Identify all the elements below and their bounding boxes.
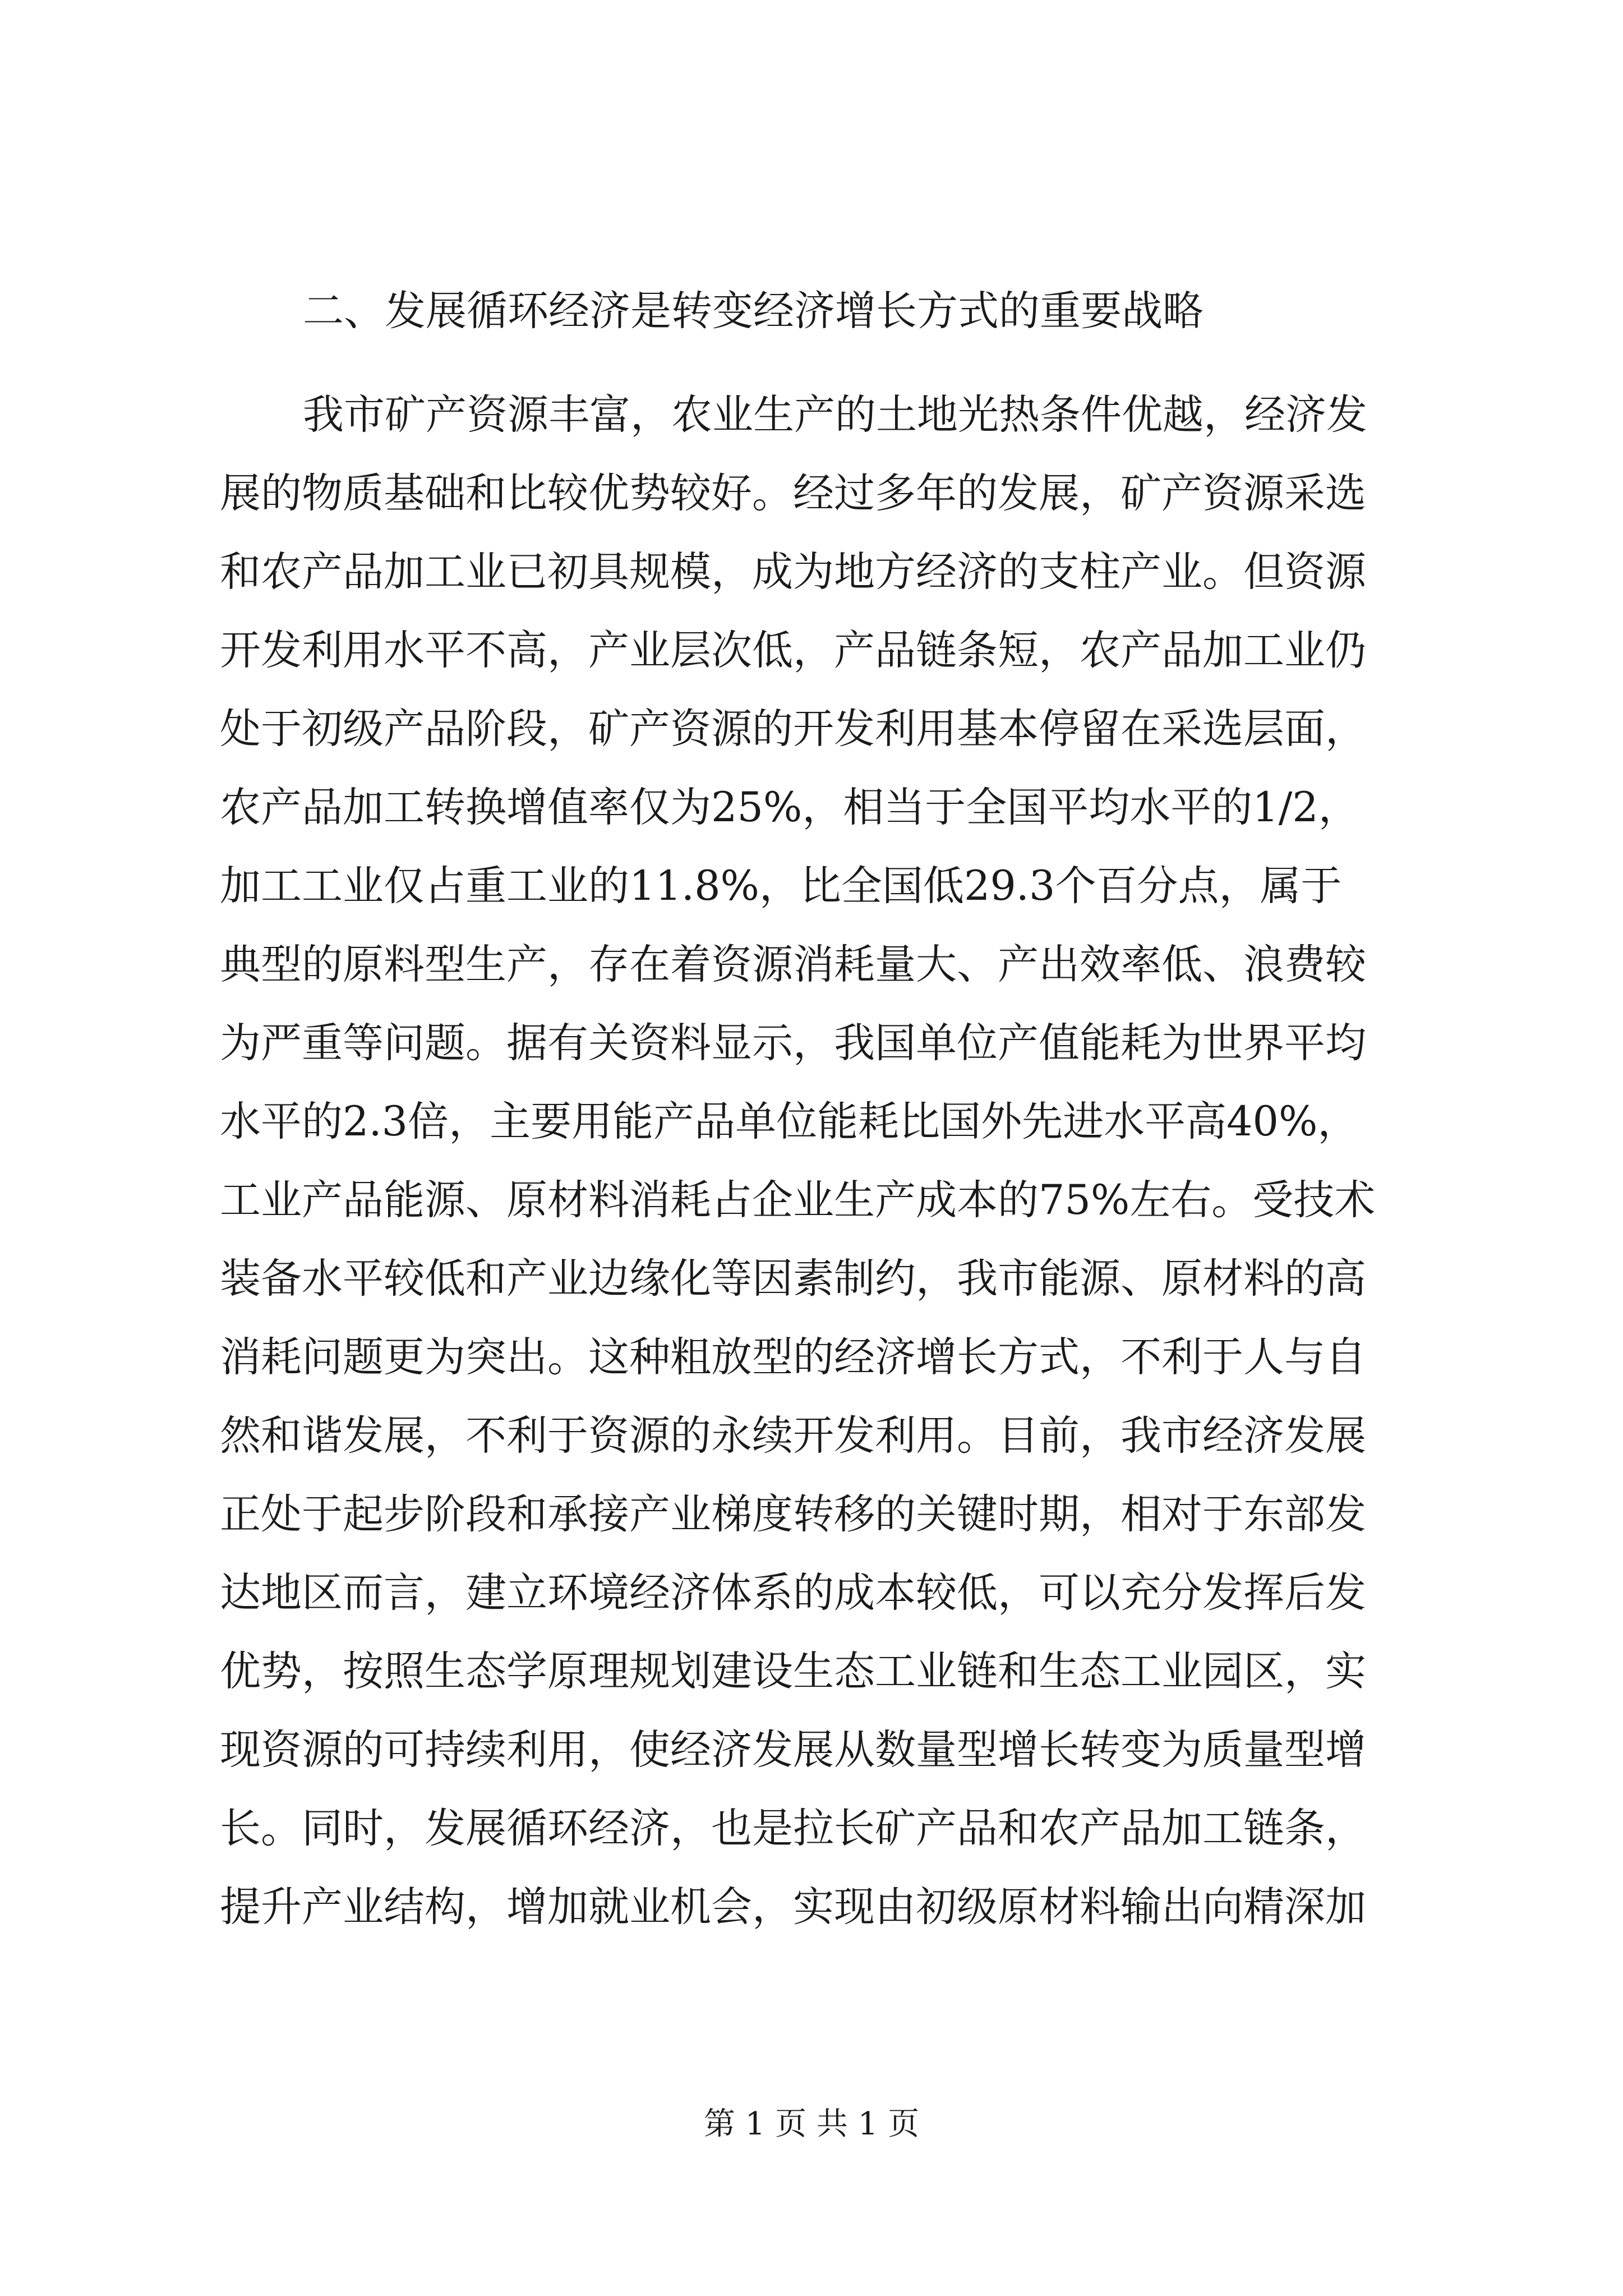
body-line-4: 开发利用水平不高，产业层次低，产品链条短，农产品加工业仍 xyxy=(220,627,1366,674)
body-line-19: 长。同时，发展循环经济，也是拉长矿产品和农产品加工链条， xyxy=(220,1805,1366,1852)
page-number-footer: 第 1 页 共 1 页 xyxy=(703,2106,920,2142)
body-line-10: 水平的2.3倍，主要用能产品单位能耗比国外先进水平高40%， xyxy=(220,1098,1359,1145)
body-line-5: 处于初级产品阶段，矿产资源的开发利用基本停留在采选层面， xyxy=(220,705,1366,753)
body-line-1: 我市矿产资源丰富，农业生产的土地光热条件优越，经济发 xyxy=(303,391,1367,439)
body-line-2: 展的物质基础和比较优势较好。经过多年的发展，矿产资源采选 xyxy=(220,470,1366,517)
body-line-17: 优势，按照生态学原理规划建设生态工业链和生态工业园区，实 xyxy=(220,1648,1366,1695)
body-line-8: 典型的原料型生产，存在着资源消耗量大、产出效率低、浪费较 xyxy=(220,941,1366,988)
body-line-11: 工业产品能源、原材料消耗占企业生产成本的75%左右。受技术 xyxy=(220,1176,1376,1224)
section-heading: 二、发展循环经济是转变经济增长方式的重要战略 xyxy=(303,287,1204,335)
body-line-16: 达地区而言，建立环境经济体系的成本较低，可以充分发挥后发 xyxy=(220,1569,1366,1617)
body-line-20: 提升产业结构，增加就业机会，实现由初级原材料输出向精深加 xyxy=(220,1883,1366,1931)
body-line-9: 为严重等问题。据有关资料显示，我国单位产值能耗为世界平均 xyxy=(220,1019,1366,1067)
body-line-15: 正处于起步阶段和承接产业梯度转移的关键时期，相对于东部发 xyxy=(220,1490,1366,1538)
body-line-13: 消耗问题更为突出。这种粗放型的经济增长方式，不利于人与自 xyxy=(220,1333,1366,1381)
body-line-6: 农产品加工转换增值率仅为25%，相当于全国平均水平的1/2， xyxy=(220,784,1359,831)
body-line-7: 加工工业仅占重工业的11.8%，比全国低29.3个百分点，属于 xyxy=(220,862,1342,910)
body-line-14: 然和谐发展，不利于资源的永续开发利用。目前，我市经济发展 xyxy=(220,1412,1366,1460)
body-line-3: 和农产品加工业已初具规模，成为地方经济的支柱产业。但资源 xyxy=(220,548,1366,596)
body-line-18: 现资源的可持续利用，使经济发展从数量型增长转变为质量型增 xyxy=(220,1726,1366,1774)
body-line-12: 装备水平较低和产业边缘化等因素制约，我市能源、原材料的高 xyxy=(220,1255,1366,1303)
